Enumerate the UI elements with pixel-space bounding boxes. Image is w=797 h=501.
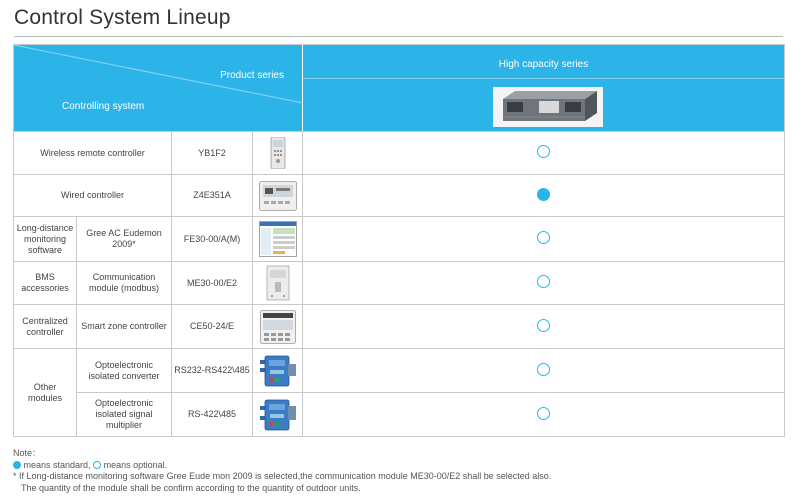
notes-line-2: * If Long-distance monitoring software Gree Eude mon 2009 is selected,the communication module ME30-00/E2 shall be selected also. [13,471,552,481]
converter-icon [260,354,296,388]
wired-controller-icon [259,181,297,211]
optional-circle-icon [537,145,550,158]
standard-dot-icon [13,461,21,469]
series-name: High capacity series [498,59,589,70]
category-cell: Wired controller [14,175,172,217]
product-series-label: Product series [220,70,284,81]
table-row [14,305,785,349]
category-cell: Centralized controller [14,305,77,349]
notes-legend [13,460,551,472]
support-cell [303,393,785,437]
series-header-cell [303,45,785,132]
category-cell: Long-distance monitoring software [14,217,77,262]
model-cell: Z4E351A [172,175,253,217]
multiplier-icon [260,398,296,432]
page-title: Control System Lineup [14,6,231,29]
category-cell: Other modules [14,349,77,437]
table-row [14,349,785,393]
support-cell [303,175,785,217]
optional-circle-icon [537,363,550,376]
model-cell: YB1F2 [172,132,253,175]
product-image-cell [253,262,303,305]
table-row [14,132,785,175]
notes-block [13,448,551,494]
software-screen-icon [259,221,297,257]
duct-unit-image [493,87,603,127]
model-cell: RS-422\485 [172,393,253,437]
controlling-system-label: Controlling system [62,101,145,112]
subcategory-cell: Optoelectronic isolated converter [77,349,172,393]
product-image-cell [253,305,303,349]
optional-circle-icon [537,231,550,244]
zone-controller-icon [260,310,296,344]
support-cell [303,262,785,305]
lineup-table [13,44,785,437]
support-cell [303,132,785,175]
optional-circle-icon [537,407,550,420]
table-row [14,393,785,437]
model-cell: RS232-RS422\485 [172,349,253,393]
support-cell [303,305,785,349]
model-cell: FE30-00/A(M) [172,217,253,262]
product-image-cell [253,175,303,217]
notes-heading: Note： [13,448,42,458]
header-diagonal-line [14,45,303,132]
table-row [14,175,785,217]
optional-circle-icon [537,319,550,332]
legend-optional-text: means optional. [103,459,168,470]
product-image-cell [253,217,303,262]
header-axis-cell [14,45,303,132]
notes-line-3: The quantity of the module shall be confirm according to the quantity of outdoor units. [21,482,361,493]
product-image-cell [253,349,303,393]
module-box-icon [266,265,290,301]
product-image-cell [253,132,303,175]
model-cell: ME30-00/E2 [172,262,253,305]
legend-standard-text: means standard, [23,459,91,470]
support-cell [303,217,785,262]
header-separator [303,78,784,79]
model-cell: CE50-24/E [172,305,253,349]
table-row [14,217,785,262]
support-cell [303,349,785,393]
category-cell: BMS accessories [14,262,77,305]
remote-controller-icon [270,137,286,169]
table-row [14,262,785,305]
optional-circle-icon [93,461,101,469]
product-image-cell [253,393,303,437]
optional-circle-icon [537,275,550,288]
subcategory-cell: Smart zone controller [77,305,172,349]
subcategory-cell: Gree AC Eudemon 2009* [77,217,172,262]
title-divider [14,36,783,37]
subcategory-cell: Optoelectronic isolated signal multiplier [77,393,172,437]
category-cell: Wireless remote controller [14,132,172,175]
standard-dot-icon [537,188,550,201]
subcategory-cell: Communication module (modbus) [77,262,172,305]
